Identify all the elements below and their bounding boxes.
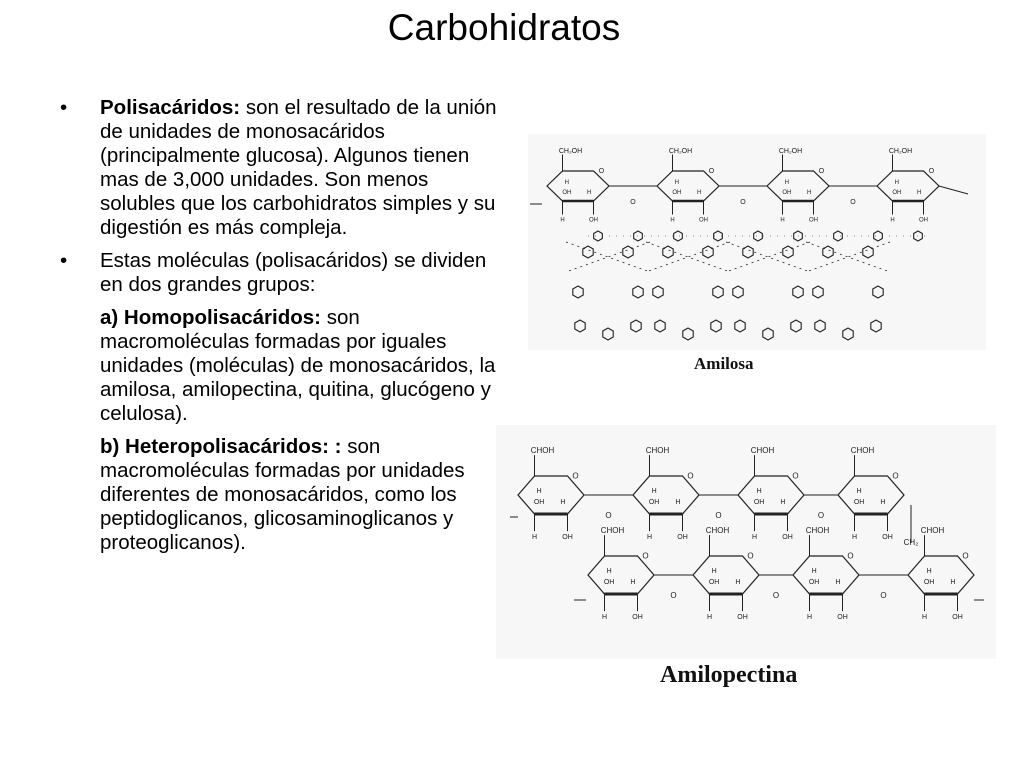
atom-label: OH — [632, 614, 643, 622]
atom-label: OH — [882, 534, 893, 542]
atom-label: O — [818, 168, 825, 176]
atom-label: OH — [677, 534, 688, 542]
amilopectina-figure — [496, 425, 996, 659]
glucose-ring — [633, 476, 699, 514]
helix-unit-ring — [683, 328, 693, 340]
atom-label: OH — [737, 614, 748, 622]
term-homopolisacaridos: a) Homopolisacáridos: — [100, 306, 321, 329]
atom-label: H — [630, 579, 636, 586]
helix-unit-ring — [573, 286, 583, 298]
atom-label: H — [751, 534, 758, 542]
term-heteropolisacaridos: b) Heteropolisacáridos: : — [100, 435, 342, 458]
atom-label: CH₂OH — [668, 148, 693, 155]
bullet-marker: • — [60, 249, 68, 272]
atom-label: CHOH — [920, 526, 945, 536]
atom-label: OH — [753, 499, 765, 506]
atom-label: H — [811, 568, 817, 575]
helix-unit-ring — [823, 246, 833, 258]
helix-unit-ring — [603, 328, 613, 340]
atom-label: H — [706, 614, 713, 622]
glucose-ring — [588, 556, 654, 594]
atom-label: O — [572, 471, 579, 481]
atom-label: H — [780, 499, 786, 506]
atom-label: CHOH — [600, 526, 625, 536]
atom-label: CH₂OH — [558, 148, 583, 155]
subitem-text: son macromoléculas formadas por iguales unidades (moléculas) de monosacáridos, la amilosa, amilopectina, quitina, glucógeno y celulosa). — [100, 306, 496, 425]
helix-unit-ring — [793, 286, 803, 298]
atom-label: H — [670, 217, 675, 224]
glucose-ring — [793, 556, 859, 594]
atom-label: O — [792, 471, 799, 481]
helix-unit-ring — [663, 246, 673, 258]
atom-label: H — [646, 534, 653, 542]
atom-label: O — [817, 511, 825, 520]
glucose-ring — [547, 171, 609, 201]
amilopectina-caption: Amilopectina — [660, 662, 798, 688]
atom-label: OH — [919, 217, 928, 224]
atom-label: H — [894, 180, 900, 186]
helix-unit-ring — [874, 231, 883, 241]
atom-label: CH₂OH — [778, 148, 803, 155]
atom-label: H — [536, 488, 542, 495]
helix-unit-ring — [733, 286, 743, 298]
helix-unit-ring — [834, 231, 843, 241]
glucose-ring — [738, 476, 804, 514]
atom-label: H — [756, 488, 762, 495]
helix-unit-ring — [735, 320, 745, 332]
helix-unit-ring — [754, 231, 763, 241]
atom-label: H — [926, 568, 932, 575]
helix-unit-ring — [711, 320, 721, 332]
atom-label: H — [835, 579, 841, 586]
atom-label: H — [674, 180, 680, 186]
atom-label: CHOH — [750, 446, 775, 456]
helix-unit-ring — [743, 246, 753, 258]
amilopectina-structure-diagram — [496, 425, 996, 659]
atom-label: O — [715, 511, 722, 520]
chain-end-bond — [939, 186, 968, 194]
helix-unit-ring — [843, 328, 853, 340]
atom-label: H — [880, 499, 886, 506]
atom-label: O — [880, 591, 887, 600]
subitem-heteropolisacaridos — [60, 435, 500, 555]
helix-unit-ring — [863, 246, 873, 258]
subitem-text: son macromoléculas formadas por unidades diferentes de monosacáridos, como los peptidoglicanos, glicosaminoglicanos y proteoglicanos). — [100, 435, 465, 554]
slide-body — [60, 96, 500, 564]
helix-unit-ring — [633, 286, 643, 298]
atom-label: O — [598, 168, 605, 176]
atom-label: H — [606, 568, 612, 575]
atom-label: CH₂OH — [888, 148, 913, 155]
atom-label: H — [560, 499, 566, 506]
atom-label: H — [586, 190, 592, 196]
atom-label: OH — [782, 190, 792, 196]
amilosa-figure — [528, 134, 986, 350]
atom-label: OH — [892, 190, 902, 196]
helix-unit-ring — [871, 320, 881, 332]
atom-label: O — [747, 551, 754, 561]
atom-label: OH — [533, 499, 545, 506]
atom-label: OH — [923, 579, 935, 586]
atom-label: OH — [562, 534, 573, 542]
atom-label: O — [670, 591, 677, 600]
atom-label: H — [735, 579, 741, 586]
helix-unit-ring — [713, 286, 723, 298]
glucose-ring — [657, 171, 719, 201]
atom-label: H — [675, 499, 681, 506]
helix-unit-ring — [783, 246, 793, 258]
atom-label: CHOH — [645, 446, 670, 456]
helix-unit-ring — [655, 320, 665, 332]
bullet-polisacaridos — [60, 96, 500, 240]
atom-label: H — [531, 534, 538, 542]
atom-label: OH — [562, 190, 572, 196]
atom-label: H — [851, 534, 858, 542]
helix-unit-ring — [594, 231, 603, 241]
glucose-ring — [908, 556, 974, 594]
amilosa-structure-diagram — [528, 134, 986, 350]
atom-label: O — [642, 551, 649, 561]
slide-title: Carbohidratos — [387, 7, 621, 48]
atom-label: CHOH — [805, 526, 830, 536]
helix-unit-ring — [813, 286, 823, 298]
atom-label: H — [651, 488, 657, 495]
bullet-marker: • — [60, 96, 68, 119]
atom-label: H — [784, 180, 790, 186]
atom-label: CHOH — [530, 446, 555, 456]
bullet-grupos — [60, 249, 500, 297]
atom-label: OH — [648, 499, 660, 506]
atom-label: OH — [672, 190, 682, 196]
atom-label: OH — [708, 579, 720, 586]
atom-label: O — [962, 551, 969, 561]
atom-label: H — [711, 568, 717, 575]
atom-label: H — [921, 614, 928, 622]
atom-label: O — [630, 199, 636, 206]
atom-label: O — [772, 591, 780, 600]
helix-unit-ring — [791, 320, 801, 332]
atom-label: O — [605, 511, 612, 520]
bullet-text: son el resultado de la unión de unidades de monosacáridos (principalmente glucosa). Algunos tienen mas de 3,000 unidades. Son menos solubles que los carbohidratos simples y su digestión es más compleja. — [100, 96, 497, 239]
atom-label: O — [708, 168, 715, 176]
atom-label: OH — [837, 614, 848, 622]
helix-unit-ring — [653, 286, 663, 298]
atom-label: O — [850, 199, 856, 206]
atom-label: H — [780, 217, 785, 224]
atom-label: H — [564, 180, 570, 186]
atom-label: O — [892, 471, 899, 481]
helix-unit-ring — [763, 328, 773, 340]
atom-label: H — [806, 614, 813, 622]
atom-label: OH — [603, 579, 615, 586]
subitem-homopolisacaridos — [60, 306, 500, 426]
bullet-text: Estas moléculas (polisacáridos) se dividen en dos grandes grupos: — [100, 249, 487, 296]
term-polisacaridos: Polisacáridos: — [100, 96, 241, 119]
glucose-ring — [838, 476, 904, 514]
atom-label: OH — [808, 579, 820, 586]
atom-label: H — [856, 488, 862, 495]
glucose-ring — [767, 171, 829, 201]
amilosa-caption: Amilosa — [694, 354, 754, 373]
helix-unit-ring — [674, 231, 683, 241]
atom-label: O — [847, 551, 854, 561]
atom-label: CHOH — [705, 526, 730, 536]
helix-unit-ring — [873, 286, 883, 298]
atom-label: O — [928, 168, 935, 176]
atom-label: H — [696, 190, 702, 196]
atom-label: H — [560, 217, 565, 224]
atom-label: H — [890, 217, 895, 224]
helix-unit-ring — [703, 246, 713, 258]
atom-label: H — [601, 614, 608, 622]
glucose-ring — [518, 476, 584, 514]
helix-unit-ring — [623, 246, 633, 258]
helix-unit-ring — [583, 246, 593, 258]
glucose-ring — [877, 171, 939, 201]
helix-unit-ring — [815, 320, 825, 332]
atom-label: OH — [853, 499, 865, 506]
atom-label: OH — [589, 217, 598, 224]
atom-label: OH — [699, 217, 708, 224]
atom-label: O — [687, 471, 694, 481]
atom-label: CH₂ — [903, 538, 919, 547]
atom-label: OH — [782, 534, 793, 542]
atom-label: H — [806, 190, 812, 196]
atom-label: H — [916, 190, 922, 196]
atom-label: CHOH — [850, 446, 875, 456]
atom-label: O — [740, 199, 746, 206]
atom-label: H — [950, 579, 956, 586]
helix-unit-ring — [575, 320, 585, 332]
glucose-ring — [693, 556, 759, 594]
helix-unit-ring — [631, 320, 641, 332]
atom-label: OH — [809, 217, 818, 224]
atom-label: OH — [952, 614, 963, 622]
